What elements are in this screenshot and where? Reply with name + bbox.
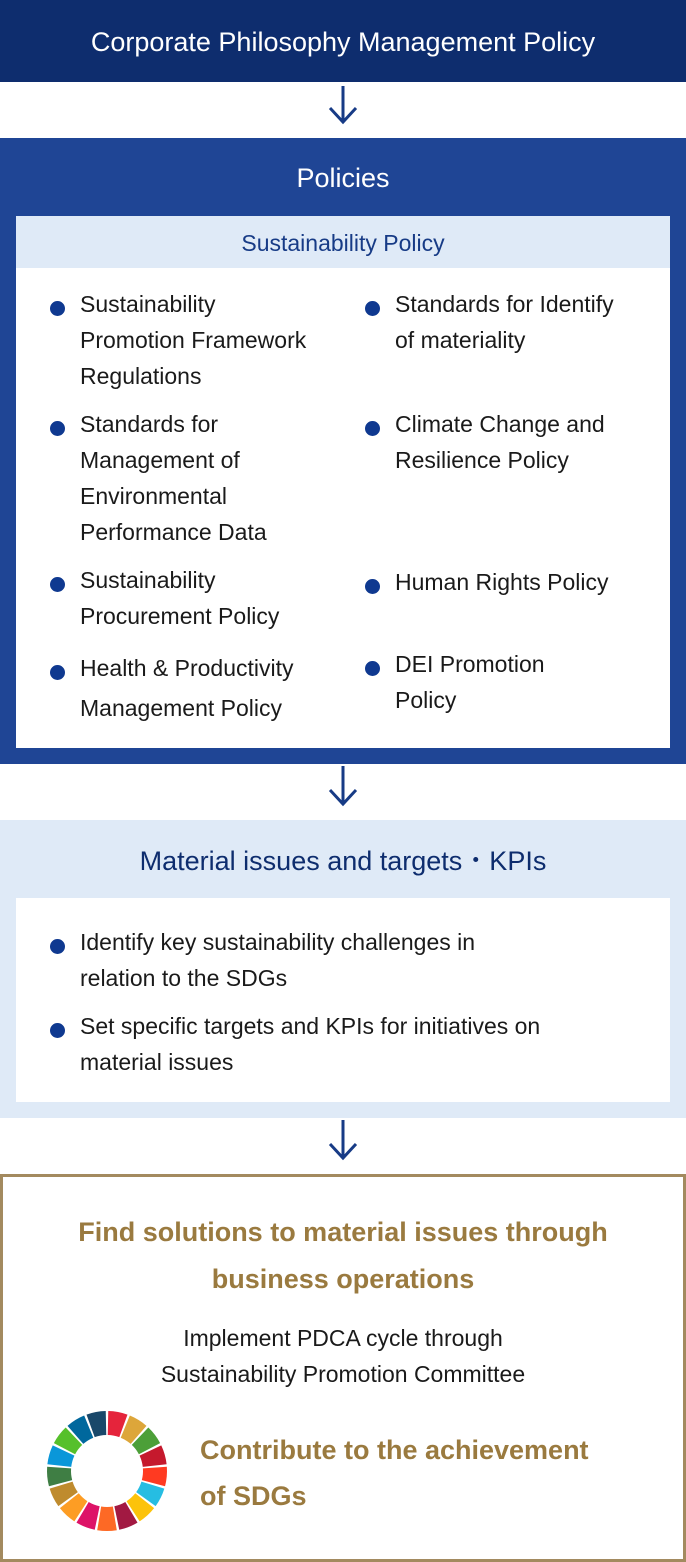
- policies-title: Policies: [296, 163, 390, 193]
- bullet-dot-icon: [365, 301, 380, 316]
- bullet-dot-icon: [50, 939, 65, 954]
- sdg-color-wheel-icon: [45, 1409, 169, 1533]
- material-issues-section: [0, 820, 686, 1118]
- header-title: Corporate Philosophy Management Policy: [90, 27, 596, 57]
- list-item: Standards for Identify of materiality: [347, 286, 614, 358]
- bullet-dot-icon: [365, 421, 380, 436]
- solutions-title: Find solutions to material issues through business operations: [78, 1217, 608, 1294]
- down-arrow-icon: [327, 82, 359, 126]
- sustainability-policy-card: [16, 216, 670, 748]
- list-item: Human Rights Policy: [347, 564, 608, 600]
- sdg-wheel-segment: [97, 1507, 117, 1531]
- list-item: Health & Productivity Management Policy: [32, 648, 293, 728]
- bullet-dot-icon: [365, 661, 380, 676]
- material-issues-card: [16, 898, 670, 1102]
- list-item: Climate Change and Resilience Policy: [347, 406, 605, 478]
- list-item: Identify key sustainability challenges in relation to the SDGs: [32, 924, 475, 996]
- sustainability-policy-title: Sustainability Policy: [16, 216, 670, 268]
- bullet-dot-icon: [50, 421, 65, 436]
- bullet-dot-icon: [50, 1023, 65, 1038]
- bullet-dot-icon: [50, 577, 65, 592]
- bullet-dot-icon: [365, 579, 380, 594]
- down-arrow-icon: [327, 764, 359, 808]
- policies-section: [0, 138, 686, 764]
- solutions-section: [0, 1174, 686, 1562]
- bullet-dot-icon: [50, 665, 65, 680]
- material-issues-title: Material issues and targets・KPIs: [139, 846, 547, 876]
- down-arrow-icon: [327, 1118, 359, 1162]
- list-item: Sustainability Procurement Policy: [32, 562, 279, 634]
- sdg-contribution-text: Contribute to the achievement of SDGs: [200, 1435, 589, 1511]
- bullet-dot-icon: [50, 301, 65, 316]
- list-item: Standards for Management of Environmental Performance Data: [32, 406, 267, 550]
- list-item: Sustainability Promotion Framework Regulations: [32, 286, 306, 394]
- list-item: DEI Promotion Policy: [347, 646, 545, 718]
- header-bar: [0, 0, 686, 82]
- list-item: Set specific targets and KPIs for initiatives on material issues: [32, 1008, 540, 1080]
- solutions-subtitle: Implement PDCA cycle through Sustainability Promotion Committee: [160, 1325, 526, 1387]
